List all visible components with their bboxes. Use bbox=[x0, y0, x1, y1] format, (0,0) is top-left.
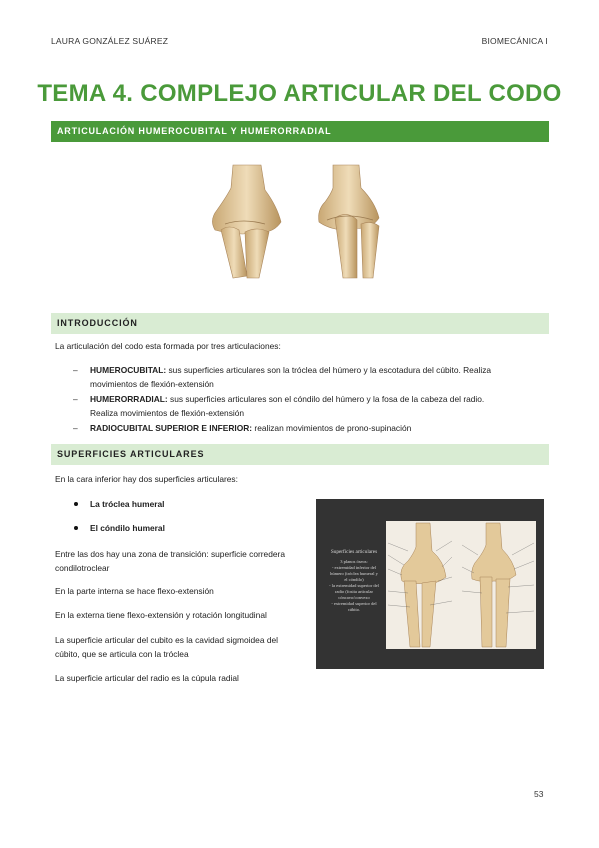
figure-caption-title: Superficies articulares bbox=[330, 549, 378, 555]
bullet-dot bbox=[74, 526, 78, 530]
anatomy-slide-figure bbox=[316, 499, 544, 669]
figure-caption-line: radio (fosita articular bbox=[335, 589, 373, 594]
header-course: BIOMECÁNICA I bbox=[481, 36, 548, 46]
paragraph-radio: La superficie articular del radio es la cúpula radial bbox=[55, 673, 239, 683]
figure-caption-line: 3 planos óseos: bbox=[340, 559, 368, 564]
page-title: TEMA 4. COMPLEJO ARTICULAR DEL CODO bbox=[37, 80, 562, 107]
intro-lead: La articulación del codo esta formada por tres articulaciones: bbox=[55, 341, 281, 351]
bullet-dot bbox=[74, 502, 78, 506]
section-heading-articulacion: ARTICULACIÓN HUMEROCUBITAL Y HUMERORRADIAL bbox=[57, 126, 332, 136]
elbow-anterior-view bbox=[212, 165, 281, 278]
list-item-text: sus superficies articulares son el cóndilo del húmero y la fosa de la cabeza del radio. bbox=[167, 394, 485, 404]
list-item-term: RADIOCUBITAL SUPERIOR E INFERIOR: bbox=[90, 423, 253, 433]
section-heading-introduccion: INTRODUCCIÓN bbox=[57, 318, 138, 328]
figure-caption bbox=[322, 549, 386, 613]
list-item-text: realizan movimientos de prono-supinación bbox=[252, 423, 412, 433]
figure-caption-line: - la extremidad superior del bbox=[329, 583, 379, 588]
figure-caption-line: húmero (tróclea humeral y bbox=[330, 571, 378, 576]
list-item-text-cont: movimientos de flexión-extensión bbox=[90, 379, 214, 389]
section-bar-superficies bbox=[51, 444, 549, 465]
section-heading-superficies: SUPERFICIES ARTICULARES bbox=[57, 449, 205, 459]
anatomy-elbow-illustration bbox=[386, 521, 536, 649]
figure-caption-line: - extremidad inferior del bbox=[331, 565, 377, 570]
list-item-term: HUMERORRADIAL: bbox=[90, 394, 168, 404]
paragraph-cubito-cont: cúbito, que se articula con la tróclea bbox=[55, 649, 189, 659]
section-bar-articulacion bbox=[51, 121, 549, 142]
list-item-text-cont: Realiza movimientos de flexión-extensión bbox=[90, 408, 245, 418]
list-item-term: HUMEROCUBITAL: bbox=[90, 365, 167, 375]
list-dash-3: – bbox=[73, 423, 78, 433]
list-item bbox=[90, 421, 530, 435]
paragraph-interna: En la parte interna se hace flexo-extensión bbox=[55, 586, 214, 596]
elbow-bones-illustration bbox=[195, 160, 405, 285]
paragraph-externa: En la externa tiene flexo-extensión y rotación longitudinal bbox=[55, 610, 267, 620]
paragraph-transicion: Entre las dos hay una zona de transición: superficie corredera bbox=[55, 549, 285, 559]
paragraph-transicion-cont: condilotroclear bbox=[55, 563, 110, 573]
section-bar-introduccion bbox=[51, 313, 549, 334]
header-author: LAURA GONZÁLEZ SUÁREZ bbox=[51, 36, 169, 46]
figure-caption-line: el cóndilo) bbox=[344, 577, 364, 582]
list-dash-2: – bbox=[73, 394, 78, 404]
list-item-text: sus superficies articulares son la tróclea del húmero y la escotadura del cúbito. Realiza bbox=[166, 365, 492, 375]
bullet-item-condilo: El cóndilo humeral bbox=[90, 523, 165, 533]
list-item bbox=[90, 392, 530, 406]
page-number: 53 bbox=[534, 789, 544, 799]
list-item bbox=[90, 363, 530, 377]
elbow-posterior-view bbox=[319, 165, 379, 278]
list-dash-1: – bbox=[73, 365, 78, 375]
figure-caption-line: cóncavo/convexo bbox=[338, 595, 370, 600]
figure-caption-line: - extremidad superior del bbox=[331, 601, 377, 606]
paragraph-cubito: La superficie articular del cubito es la cavidad sigmoidea del bbox=[55, 635, 278, 645]
superficies-lead: En la cara inferior hay dos superficies articulares: bbox=[55, 474, 238, 484]
bullet-item-troclea: La tróclea humeral bbox=[90, 499, 165, 509]
figure-caption-line: cúbito. bbox=[347, 607, 361, 612]
